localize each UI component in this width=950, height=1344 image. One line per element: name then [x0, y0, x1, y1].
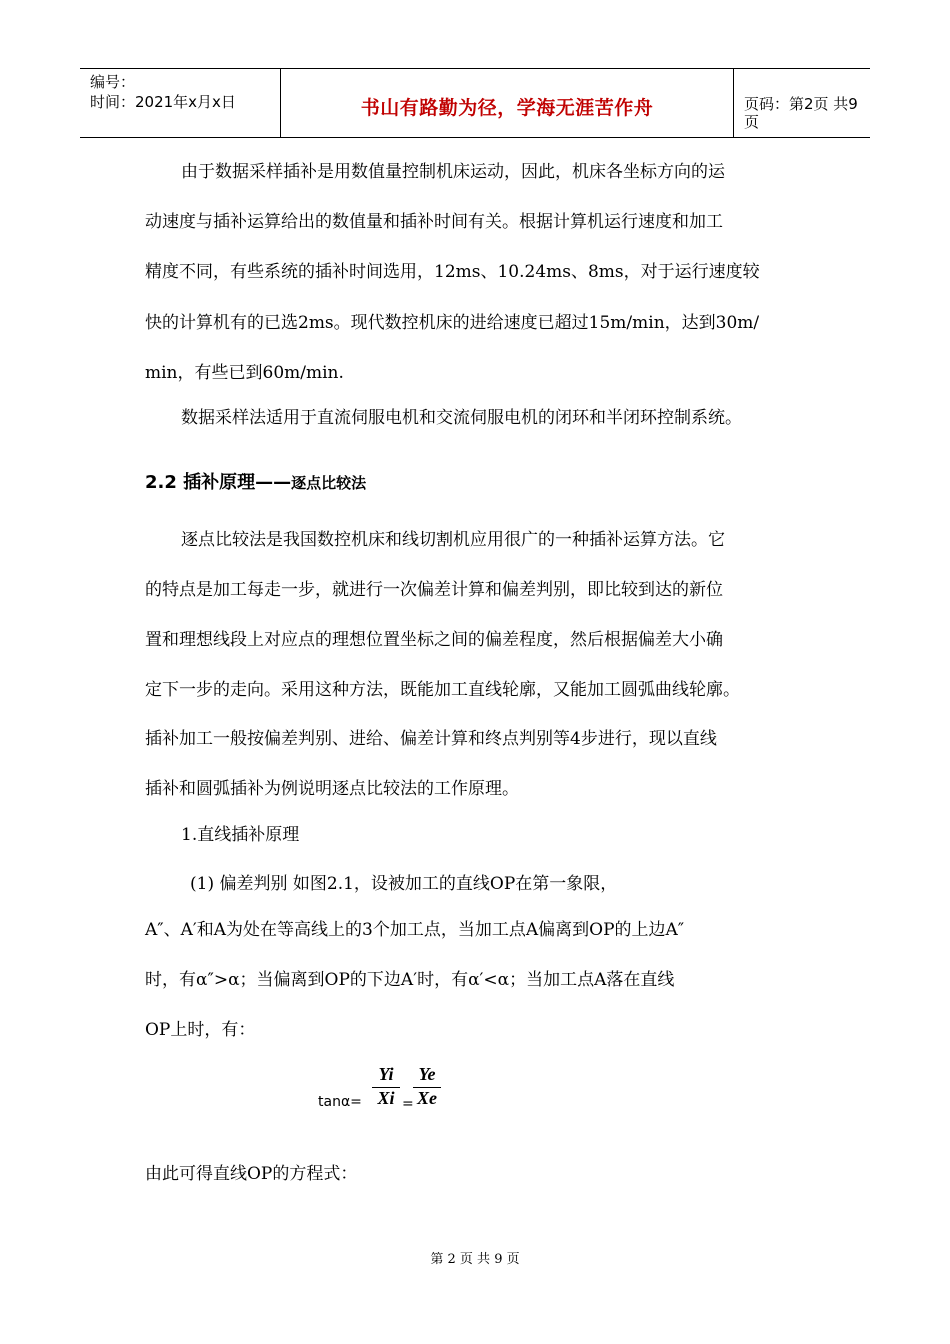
motto: 书山有路勤为径，学海无涯苦作舟 [360, 97, 654, 119]
header-right-cell [732, 69, 870, 137]
header-center-cell [280, 69, 734, 137]
formula-equals: = [402, 1096, 414, 1112]
body-line: 的特点是加工每走一步，就进行一次偏差计算和偏差判别，即比较到达的新位 [145, 580, 723, 600]
time-label: 时间：2021年x月x日 [90, 93, 236, 111]
subsection-title: 1.直线插补原理 [181, 825, 300, 845]
body-line: OP上时，有： [145, 1020, 256, 1040]
paragraph-line: min，有些已到60m/min. [145, 363, 344, 383]
formula-numerator-2: Ye [418, 1064, 436, 1084]
section-heading [145, 468, 366, 494]
body-line: 逐点比较法是我国数控机床和线切割机应用很广的一种插补运算方法。它 [181, 530, 725, 550]
body-line: 由此可得直线OP的方程式： [145, 1164, 358, 1184]
page-footer: 第 2 页 共 9 页 [430, 1252, 520, 1267]
body-line: (1) 偏差判别 如图2.1，设被加工的直线OP在第一象限， [190, 874, 618, 894]
formula-denominator-1: Xi [377, 1088, 395, 1108]
formula-numerator-1: Yi [378, 1064, 394, 1084]
paragraph-line: 精度不同，有些系统的插补时间选用，12ms、10.24ms、8ms，对于运行速度较 [145, 262, 760, 282]
body-line: A″、A′和A为处在等高线上的3个加工点，当加工点A偏离到OP的上边A″ [145, 920, 685, 940]
section-heading-main: 2.2 插补原理—— [145, 472, 292, 493]
body-line: 插补加工一般按偏差判别、进给、偏差计算和终点判别等4步进行，现以直线 [145, 729, 717, 749]
paragraph-line: 由于数据采样插补是用数值量控制机床运动，因此，机床各坐标方向的运 [181, 162, 725, 182]
body-line: 插补和圆弧插补为例说明逐点比较法的工作原理。 [145, 779, 519, 799]
body-line: 时，有α″>α；当偏离到OP的下边A′时，有α′<α；当加工点A落在直线 [145, 970, 675, 990]
paragraph-line: 快的计算机有的已选2ms。现代数控机床的进给速度已超过15m/min，达到30m/ [145, 313, 760, 333]
header-table [80, 68, 870, 138]
formula-denominator-2: Xe [417, 1088, 437, 1108]
formula-tan-alpha [318, 1062, 458, 1118]
paragraph-line: 动速度与插补运算给出的数值量和插补时间有关。根据计算机运行速度和加工 [145, 212, 723, 232]
paragraph-line: 数据采样法适用于直流伺服电机和交流伺服电机的闭环和半闭环控制系统。 [181, 408, 742, 428]
header-left-cell [80, 69, 280, 137]
section-heading-sub: 逐点比较法 [291, 474, 367, 492]
body-line: 定下一步的走向。采用这种方法，既能加工直线轮廓，又能加工圆弧曲线轮廓。 [145, 680, 740, 700]
page-label: 页码：第2页 共9页 [744, 95, 858, 131]
body-line: 置和理想线段上对应点的理想位置坐标之间的偏差程度，然后根据偏差大小确 [145, 630, 723, 650]
formula-lhs: tanα= [318, 1094, 362, 1110]
number-label: 编号： [90, 73, 136, 91]
